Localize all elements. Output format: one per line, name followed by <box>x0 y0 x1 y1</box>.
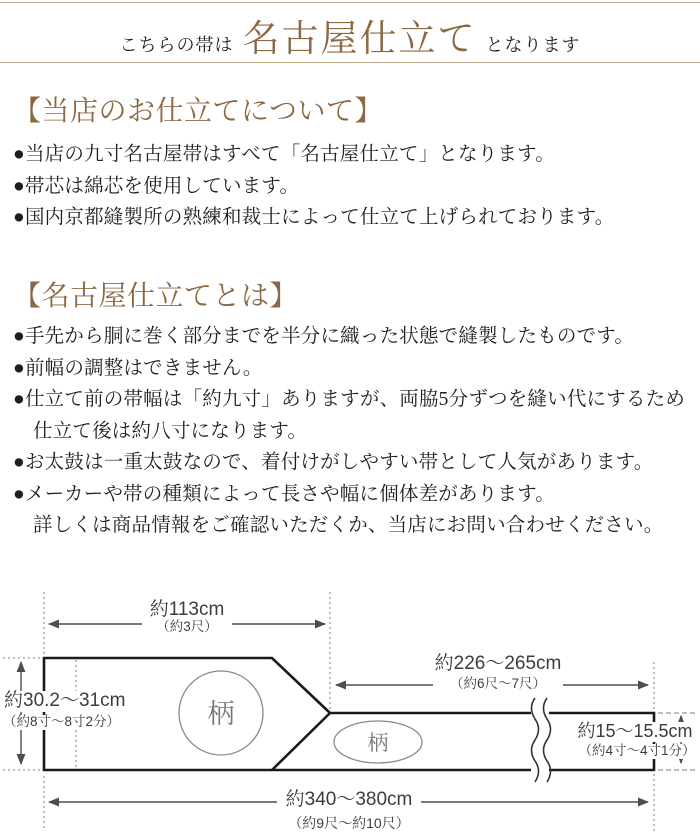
dim-narrow-width-cm-label: 約15〜15.5cm <box>573 722 697 742</box>
bullet-line: ●国内京都縫製所の熟練和裁士によって仕立て上げられております。 <box>13 207 615 228</box>
header-suffix-text: となります <box>485 35 581 55</box>
length-break-marks <box>532 698 551 782</box>
bullet-continuation-line: 詳しくは商品情報をご確認いただくか、当店にお問い合わせください。 <box>33 515 664 536</box>
bullet-line: ●お太鼓は一重太鼓なので、着付けがしやすい帯として人気があります。 <box>13 452 654 473</box>
bullet-line: ●帯芯は綿芯を使用しています。 <box>13 175 300 197</box>
obi-dimension-diagram <box>0 578 700 840</box>
bullet-line: ●仕立て前の帯幅は「約九寸」ありますが、両脇5分ずつを縫い代にするため <box>13 389 686 410</box>
header-highlight-text: 名古屋仕立て <box>242 19 477 60</box>
dim-dou-shaku-label: （約6尺〜7尺） <box>433 677 563 692</box>
dim-total-shaku-label: （約9尺〜約10尺） <box>288 815 410 831</box>
header-prefix-text: こちらの帯は <box>119 35 234 55</box>
pattern-ellipse-label: 柄 <box>367 732 389 755</box>
bullet-line: ●前幅の調整はできません。 <box>13 357 263 379</box>
bullet-continuation-line: 仕立て後は約八寸になります。 <box>33 420 308 442</box>
bullet-line: ●当店の九寸名古屋帯はすべて「名古屋仕立て」となります。 <box>13 144 555 165</box>
section-about-tailoring-list <box>13 139 614 234</box>
header-statement <box>0 8 700 62</box>
dim-dou-cm-label: 約226〜265cm <box>434 653 562 674</box>
bullet-line: ●メーカーや帯の種類によって長さや幅に個体差があります。 <box>13 483 555 505</box>
section-heading-what-is-nagoya: 【名古屋仕立てとは】 <box>13 281 299 312</box>
bullet-line: ●手先から胴に巻く部分までを半分に織った状態で縫製したものです。 <box>13 326 635 347</box>
top-divider-line <box>0 2 700 3</box>
pattern-circle-label: 柄 <box>207 699 235 729</box>
dim-wide-width-sun-label: （約8寸〜8寸2分） <box>3 714 121 729</box>
dim-narrow-width-sun-label: （約4寸〜4寸1分） <box>578 743 696 758</box>
dim-tesaki-shaku-label: （約3尺） <box>142 620 232 635</box>
dim-total-cm-label: 約340〜380cm <box>277 790 421 811</box>
header-divider-line <box>0 62 700 63</box>
dim-tesaki-cm-label: 約113cm <box>149 599 225 620</box>
section-what-is-nagoya-list <box>13 321 685 542</box>
section-heading-about-tailoring: 【当店のお仕立てについて】 <box>13 96 383 127</box>
obi-fold-diagonal <box>272 713 330 770</box>
dim-wide-width-cm-label: 約30.2〜31cm <box>1 691 128 712</box>
